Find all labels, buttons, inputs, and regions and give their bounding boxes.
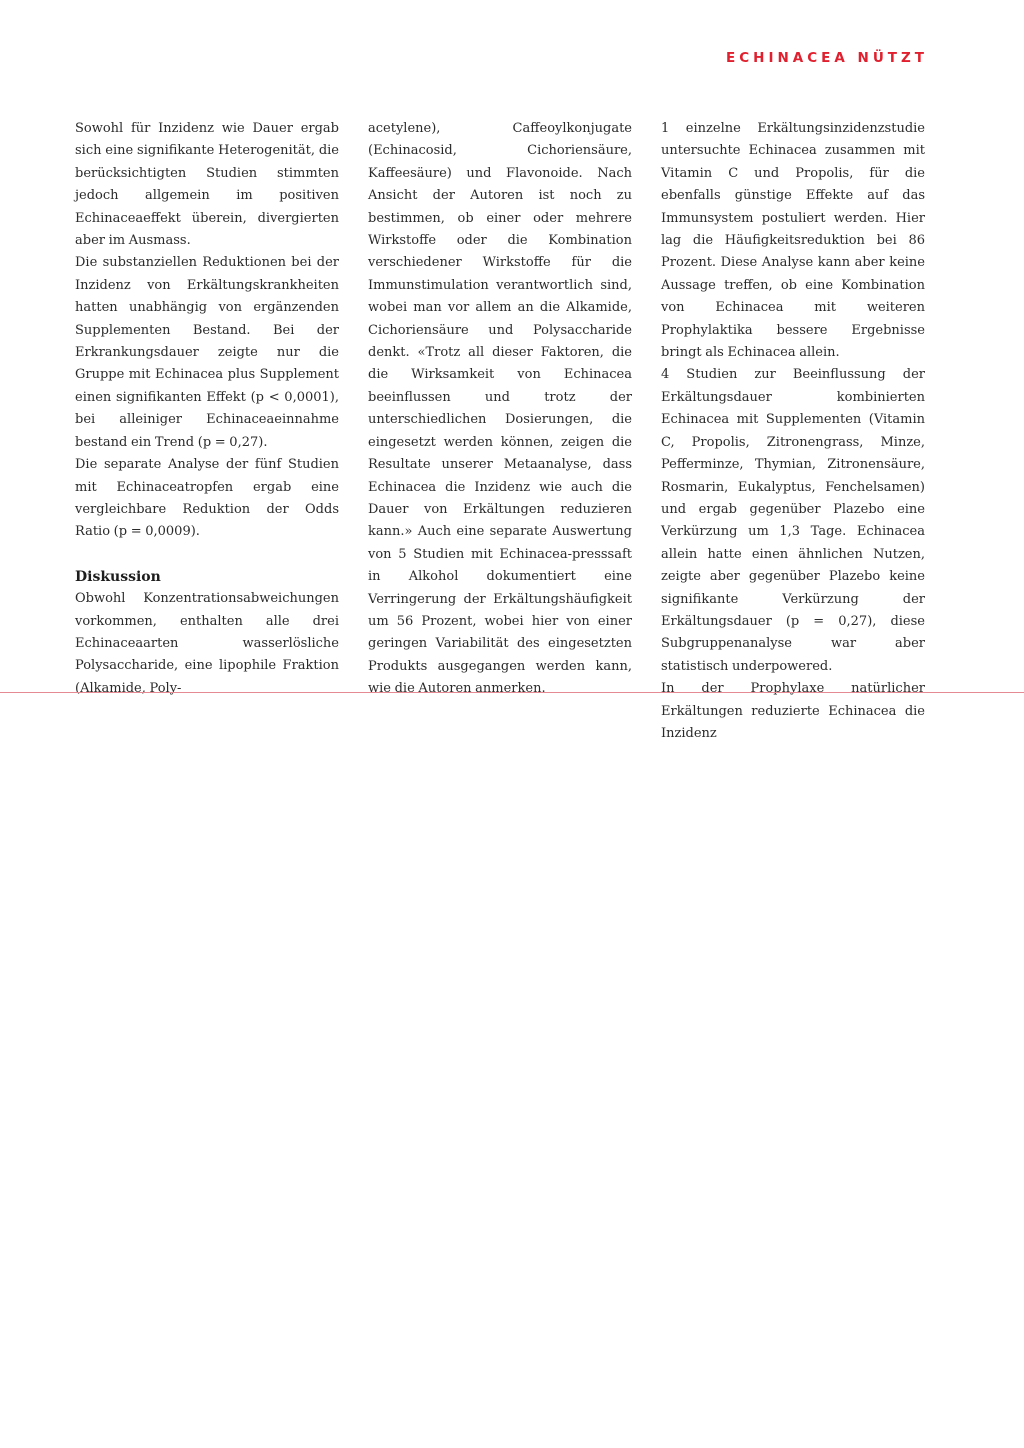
paragraph: Obwohl Konzentrationsabweichungen vorkommen, enthalten alle drei Echinaceaarten wasserlösliche Polysaccharide, eine lipophile Fraktion (Alkamide, Poly-: [75, 591, 339, 696]
column-3: [661, 118, 925, 741]
paragraph: Die separate Analyse der fünf Studien mit Echinaceatropfen ergab eine vergleichbare Reduktion der Odds Ratio (p = 0,0009).: [75, 457, 339, 540]
column-1: [75, 118, 339, 696]
running-title: ECHINACEA NÜTZT: [726, 50, 928, 66]
paragraph: 1 einzelne Erkältungsinzidenzstudie untersuchte Echinacea zusammen mit Vitamin C und Propolis, für die ebenfalls günstige Effekte auf das Immunsystem postuliert werden. Hier lag die Häufigkeitsreduktion bei 86 Prozent. Diese Analyse kann aber keine Aussage treffen, ob eine Kombination von Echinacea mit weiteren Prophylaktika bessere Ergebnisse bringt als Echinacea allein.: [661, 121, 925, 361]
section-heading: Diskussion: [75, 568, 161, 585]
column-2: [368, 118, 632, 697]
paragraph: Sowohl für Inzidenz wie Dauer ergab sich eine signifikante Heterogenität, die berücksichtigten Studien stimmten jedoch allgemein im positiven Echinaceaeffekt überein, divergierten aber im Ausmass.: [75, 121, 339, 249]
paragraph: acetylene), Caffeoylkonjugate (Echinacosid, Cichoriensäure, Kaffeesäure) und Flavonoide. Nach Ansicht der Autoren ist noch zu bestimmen, ob einer oder mehrere Wirkstoffe oder die Kombination verschiedener Wirkstoffe für die Immunstimulation verantwortlich sind, wobei man vor allem an die Alkamide, Cichoriensäure und Polysaccharide denkt. «Trotz all dieser Faktoren, die die Wirksamkeit von Echinacea beeinflussen und trotz der unterschiedlichen Dosierungen, die eingesetzt werden können, zeigen die Resultate unserer Metaanalyse, dass Echinacea die Inzidenz wie auch die Dauer von Erkältungen reduzieren kann.» Auch eine separate Auswertung von 5 Studien mit Echinacea-presssaft in Alkohol dokumentiert eine Verringerung der Erkältungshäufigkeit um 56 Prozent, wobei hier von einer geringen Variabilität des eingesetzten Produkts ausgegangen werden kann, wie die Autoren anmerken.: [368, 121, 632, 697]
paragraph: In der Prophylaxe natürlicher Erkältungen reduzierte Echinacea die Inzidenz: [661, 681, 925, 741]
paragraph: 4 Studien zur Beeinflussung der Erkältungsdauer kombinierten Echinacea mit Supplementen (Vitamin C, Propolis, Zitronengrass, Minze, Pefferminze, Thymian, Zitronensäure, Rosmarin, Eukalyptus, Fenchelsamen) und ergab gegenüber Plazebo eine Verkürzung um 1,3 Tage. Echinacea allein hatte einen ähnlichen Nutzen, zeigte aber gegenüber Plazebo keine signifikante Verkürzung der Erkältungsdauer (p = 0,27), diese Subgruppenanalyse war aber statistisch underpowered.: [661, 367, 925, 674]
horizontal-rule: [0, 692, 1024, 693]
text-columns: [75, 118, 925, 741]
paragraph: Die substanziellen Reduktionen bei der Inzidenz von Erkältungskrankheiten hatten unabhängig von ergänzenden Supplementen Bestand. Bei der Erkrankungsdauer zeigte nur die Gruppe mit Echinacea plus Supplement einen signifikanten Effekt (p < 0,0001), bei alleiniger Echinaceaeinnahme bestand ein Trend (p = 0,27).: [75, 255, 339, 450]
